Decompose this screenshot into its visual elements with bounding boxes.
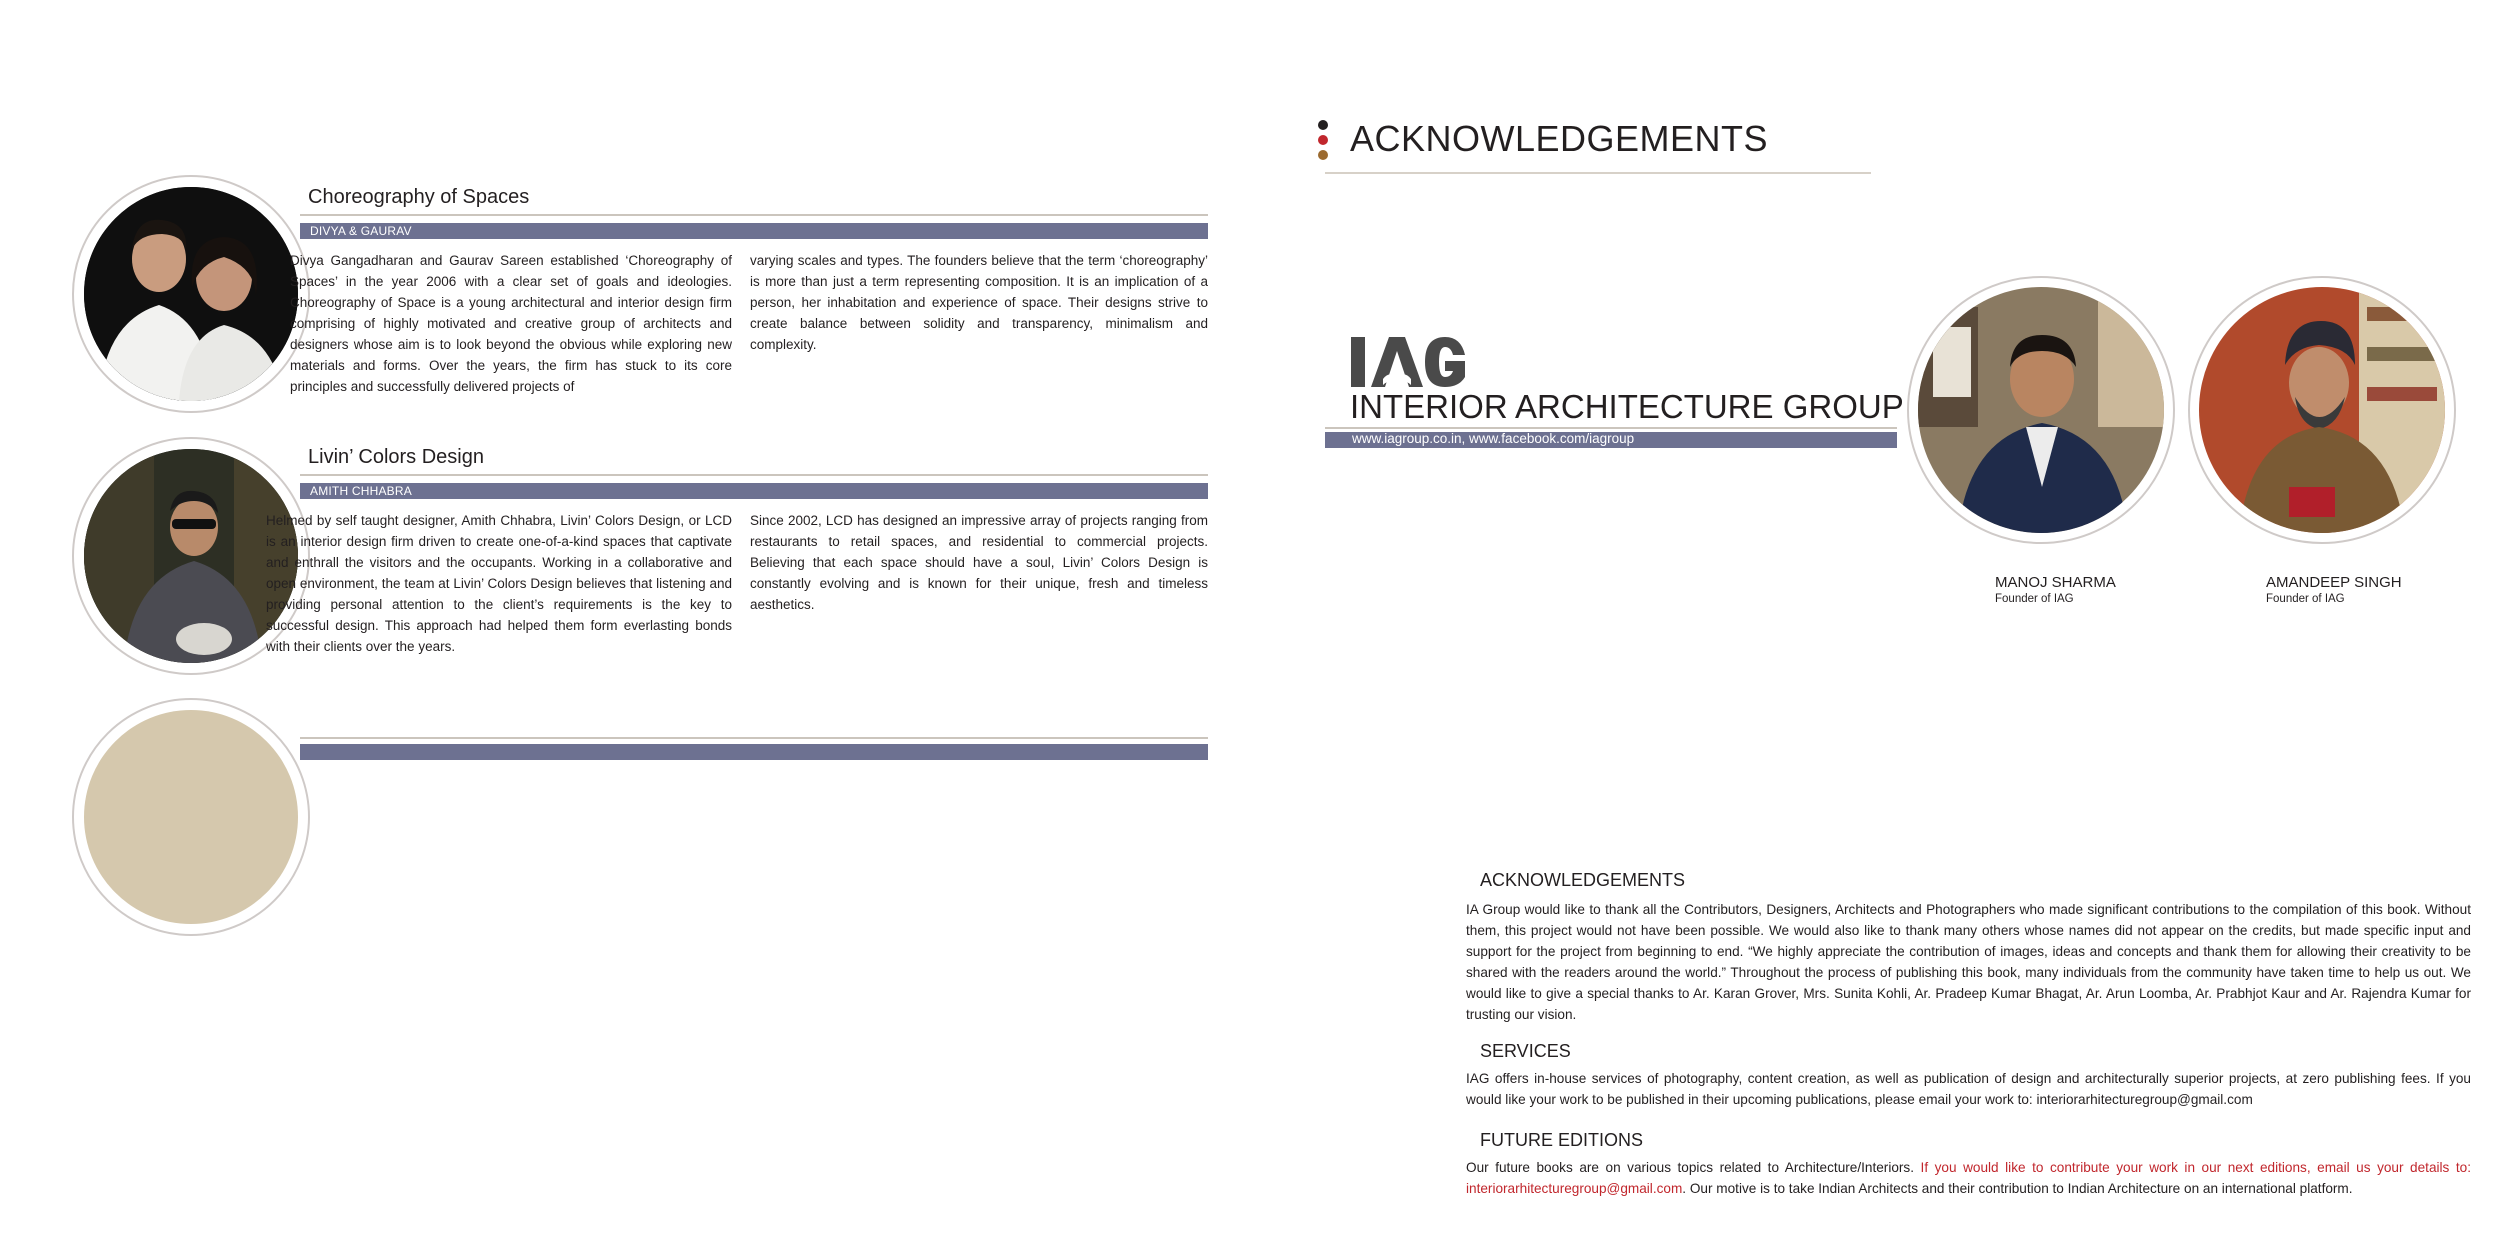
iag-logo (1349, 333, 1467, 391)
group-name: INTERIOR ARCHITECTURE GROUP (1350, 388, 1904, 425)
founder-name: AMANDEEP SINGH (2266, 574, 2402, 591)
divider-line (300, 474, 1208, 476)
title-dots (1318, 120, 1330, 166)
section-heading-future-editions: FUTURE EDITIONS (1480, 1130, 1644, 1150)
profile-title: Livin’ Colors Design (308, 446, 484, 468)
founder-role: Founder of IAG (1995, 593, 2074, 605)
divider-line (300, 214, 1208, 216)
dot-red (1318, 135, 1328, 145)
profile-title: Choreography of Spaces (308, 186, 530, 208)
future-text-end: . Our motive is to take Indian Architects and their contribution to Indian Architecture on an international platform. (1682, 1181, 2353, 1196)
section-body-future-editions (1466, 1157, 2471, 1199)
profile-text-col2: Since 2002, LCD has designed an impressive array of projects ranging from restaurants to retail spaces, and residential to commercial projects. Believing that each space should have a soul, Livin’ Colors Design is constantly evolving and is known for their unique, fresh and timeless aesthetics. (750, 513, 1208, 612)
website-links[interactable]: www.iagroup.co.in, www.facebook.com/iagroup (1352, 431, 1635, 446)
profile-photo-divya-gaurav (72, 175, 310, 413)
title-rule (1325, 172, 1871, 174)
profile-names: AMITH CHHABRA (310, 484, 412, 498)
section-body-services: IAG offers in-house services of photography, content creation, as well as publication of design and architecturally superior projects, at zero publishing fees. If you would like your work to be published in their upcoming publications, please email your work to: interiorarhitecturegroup@gmail.com (1466, 1071, 2471, 1107)
divider-line (300, 737, 1208, 739)
photo-image (84, 187, 298, 401)
profile-text-col1: Divya Gangadharan and Gaurav Sareen established ‘Choreography of Spaces’ in the year 2006 with a clear set of goals and ideologies. Choreography of Space is a young architectural and interior design firm comprising of highly motivated and creative group of architects and designers whose aim is to look beyond the obvious while exploring new materials and forms. Over the years, the firm has stuck to its core principles and successfully delivered projects of (290, 253, 732, 394)
name-band (300, 483, 1208, 499)
url-band-rule (1325, 427, 1897, 429)
profile-names: DIVYA & GAURAV (310, 224, 412, 238)
founder-photo-amandeep (2188, 276, 2456, 544)
empty-band (300, 744, 1208, 760)
profile-text-col2: varying scales and types. The founders believe that the term ‘choreography’ is more than just a term representing composition. It is an implication of a person, her inhabitation and experience of space. Their designs strive to create balance between solidity and transparency, minimalism and complexity. (750, 253, 1208, 352)
section-heading-services: SERVICES (1480, 1041, 1571, 1061)
founder-role: Founder of IAG (2266, 593, 2345, 605)
name-band (300, 223, 1208, 239)
profile-text-col1: Helmed by self taught designer, Amith Chhabra, Livin’ Colors Design, or LCD is an interior design firm driven to create one-of-a-kind spaces that captivate and enthrall the visitors and the occupants. Working in a collaborative and open environment, the team at Livin’ Colors Design believes that listening and providing personal attention to the client’s requirements is the key to successful design. This approach had helped them form everlasting bonds with their clients over the years. (266, 513, 732, 654)
founder-photo-manoj (1907, 276, 2175, 544)
future-text-highlight: If you would like to contribute your work in our next editions, email us your details to: interiorarhitecturegroup@gmail.com (1466, 1160, 2471, 1196)
placeholder-fill (84, 710, 298, 924)
dot-brown (1318, 150, 1328, 160)
section-heading-acknowledgements: ACKNOWLEDGEMENTS (1480, 870, 1686, 890)
photo-image (1918, 287, 2164, 533)
dot-black (1318, 120, 1328, 130)
founder-name: MANOJ SHARMA (1995, 574, 2116, 591)
photo-image (2199, 287, 2445, 533)
placeholder-photo (72, 698, 310, 936)
section-body-acknowledgements: IA Group would like to thank all the Contributors, Designers, Architects and Photographers who made significant contributions to the compilation of this book. Without them, this project would not have been possible. We would also like to thank many others whose names did not appear on the credits, but made specific input and support for the project from beginning to end. “We highly appreciate the contribution of images, ideas and concepts and thank them for allowing their creativity to be shared with the readers around the world.” Throughout the process of publishing this book, many individuals from the community have taken time to help us out. We would like to give a special thanks to Ar. Karan Grover, Mrs. Sunita Kohli, Ar. Pradeep Kumar Bhagat, Ar. Arun Loomba, Ar. Prabhjot Kaur and Ar. Rajendra Kumar for trusting our vision. (1466, 902, 2471, 1022)
page-title: ACKNOWLEDGEMENTS (1350, 118, 1769, 159)
future-text-start: Our future books are on various topics related to Architecture/Interiors. (1466, 1160, 1921, 1175)
